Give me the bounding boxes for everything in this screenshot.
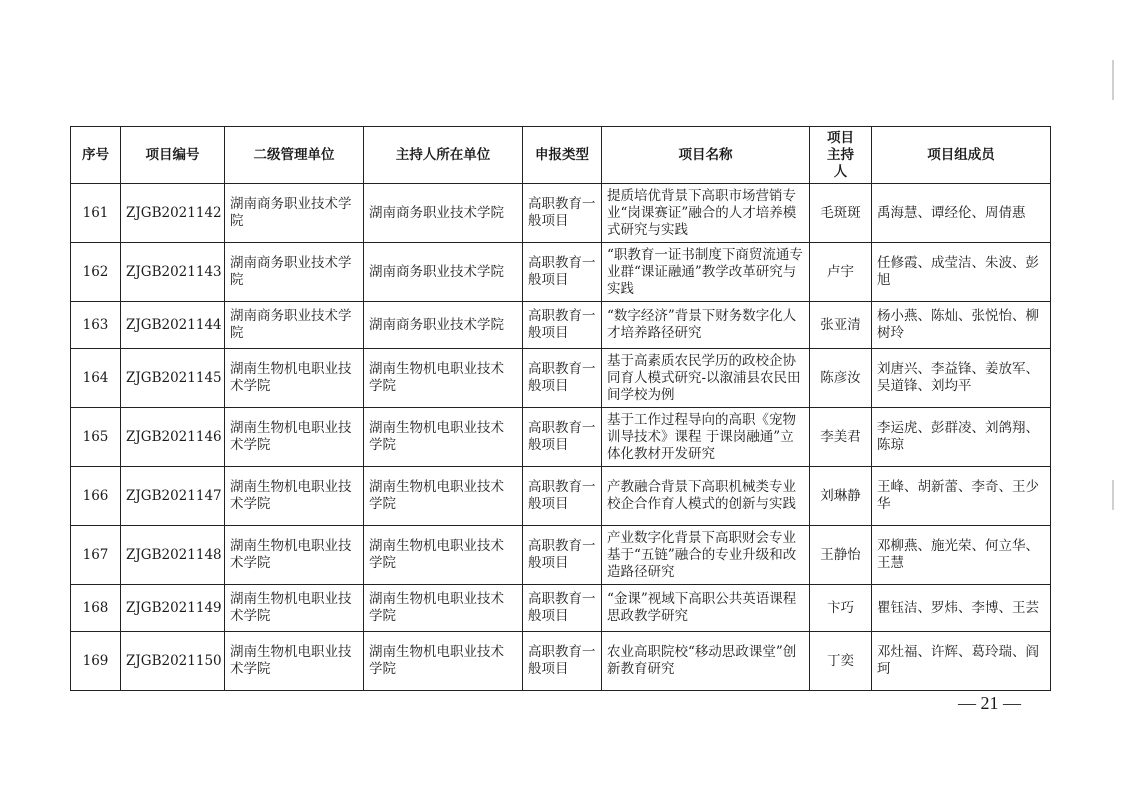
- cell-unit: 湖南生物机电职业技术学院: [225, 585, 364, 632]
- header-host-unit: 主持人所在单位: [364, 127, 523, 184]
- header-members: 项目组成员: [872, 127, 1051, 184]
- cell-code: ZJGB2021147: [121, 467, 225, 526]
- header-leader: 项目主持人: [810, 127, 872, 184]
- cell-type: 高职教育一般项目: [523, 526, 602, 585]
- cell-leader: 卞巧: [810, 585, 872, 632]
- cell-name: 农业高职院校“移动思政课堂”创新教育研究: [602, 632, 810, 691]
- cell-name: “职教育一证书制度下商贸流通专业群“课证融通”教学改革研究与实践: [602, 243, 810, 302]
- table-row: [71, 184, 1051, 243]
- cell-type: 高职教育一般项目: [523, 467, 602, 526]
- cell-host-unit: 湖南商务职业技术学院: [364, 184, 523, 243]
- cell-code: ZJGB2021144: [121, 302, 225, 349]
- cell-host-unit: 湖南商务职业技术学院: [364, 243, 523, 302]
- table-header-row: [71, 127, 1051, 184]
- cell-no: 164: [71, 349, 121, 408]
- cell-host-unit: 湖南生物机电职业技术学院: [364, 408, 523, 467]
- cell-type: 高职教育一般项目: [523, 302, 602, 349]
- cell-name: “金课”视域下高职公共英语课程思政教学研究: [602, 585, 810, 632]
- cell-no: 162: [71, 243, 121, 302]
- cell-unit: 湖南生物机电职业技术学院: [225, 526, 364, 585]
- cell-unit: 湖南商务职业技术学院: [225, 184, 364, 243]
- cell-type: 高职教育一般项目: [523, 184, 602, 243]
- cell-leader: 卢宇: [810, 243, 872, 302]
- cell-members: 邓柳燕、施光荣、何立华、王慧: [872, 526, 1051, 585]
- cell-name: 提质培优背景下高职市场营销专业“岗课赛证”融合的人才培养模式研究与实践: [602, 184, 810, 243]
- cell-members: 杨小燕、陈灿、张悦怡、柳树玲: [872, 302, 1051, 349]
- cell-leader: 刘琳静: [810, 467, 872, 526]
- cell-leader: 陈彦汝: [810, 349, 872, 408]
- cell-host-unit: 湖南生物机电职业技术学院: [364, 349, 523, 408]
- header-unit: 二级管理单位: [225, 127, 364, 184]
- cell-unit: 湖南生物机电职业技术学院: [225, 349, 364, 408]
- cell-code: ZJGB2021146: [121, 408, 225, 467]
- cell-name: 基于工作过程导向的高职《宠物训导技术》课程 于课岗融通”立体化教材开发研究: [602, 408, 810, 467]
- table-row: [71, 243, 1051, 302]
- cell-name: 基于高素质农民学历的政校企协同育人模式研究-以溆浦县农民田间学校为例: [602, 349, 810, 408]
- cell-members: 禹海慧、谭经伦、周倩惠: [872, 184, 1051, 243]
- scan-edge-mark: [1112, 60, 1114, 100]
- cell-type: 高职教育一般项目: [523, 408, 602, 467]
- cell-code: ZJGB2021148: [121, 526, 225, 585]
- cell-unit: 湖南生物机电职业技术学院: [225, 632, 364, 691]
- cell-leader: 王静怡: [810, 526, 872, 585]
- page-number: — 21 —: [958, 693, 1021, 713]
- cell-unit: 湖南生物机电职业技术学院: [225, 408, 364, 467]
- cell-members: 邓灶福、许辉、葛玲瑞、阎珂: [872, 632, 1051, 691]
- cell-host-unit: 湖南生物机电职业技术学院: [364, 467, 523, 526]
- cell-host-unit: 湖南生物机电职业技术学院: [364, 585, 523, 632]
- cell-leader: 丁奕: [810, 632, 872, 691]
- table-row: [71, 585, 1051, 632]
- cell-no: 169: [71, 632, 121, 691]
- header-name: 项目名称: [602, 127, 810, 184]
- cell-members: 任修霞、成莹洁、朱波、彭旭: [872, 243, 1051, 302]
- cell-name: “数字经济”背景下财务数字化人才培养路径研究: [602, 302, 810, 349]
- cell-unit: 湖南商务职业技术学院: [225, 302, 364, 349]
- cell-host-unit: 湖南生物机电职业技术学院: [364, 632, 523, 691]
- cell-no: 165: [71, 408, 121, 467]
- cell-code: ZJGB2021142: [121, 184, 225, 243]
- header-no: 序号: [71, 127, 121, 184]
- cell-members: 王峰、胡新蕾、李奇、王少华: [872, 467, 1051, 526]
- cell-no: 163: [71, 302, 121, 349]
- cell-type: 高职教育一般项目: [523, 349, 602, 408]
- table-row: [71, 349, 1051, 408]
- table-row: [71, 467, 1051, 526]
- table-row: [71, 526, 1051, 585]
- table-row: [71, 632, 1051, 691]
- cell-unit: 湖南生物机电职业技术学院: [225, 467, 364, 526]
- table-row: [71, 408, 1051, 467]
- cell-leader: 毛斑斑: [810, 184, 872, 243]
- cell-type: 高职教育一般项目: [523, 243, 602, 302]
- cell-host-unit: 湖南商务职业技术学院: [364, 302, 523, 349]
- header-code: 项目编号: [121, 127, 225, 184]
- cell-no: 166: [71, 467, 121, 526]
- cell-leader: 李美君: [810, 408, 872, 467]
- cell-no: 161: [71, 184, 121, 243]
- cell-code: ZJGB2021143: [121, 243, 225, 302]
- cell-members: 瞿钰洁、罗炜、李博、王芸: [872, 585, 1051, 632]
- cell-no: 167: [71, 526, 121, 585]
- cell-type: 高职教育一般项目: [523, 632, 602, 691]
- table-row: [71, 302, 1051, 349]
- cell-code: ZJGB2021145: [121, 349, 225, 408]
- cell-name: 产教融合背景下高职机械类专业校企合作育人模式的创新与实践: [602, 467, 810, 526]
- cell-members: 刘唐兴、李益锋、姜放军、吴道锋、刘均平: [872, 349, 1051, 408]
- scan-edge-mark: [1112, 480, 1114, 510]
- cell-leader: 张亚清: [810, 302, 872, 349]
- cell-code: ZJGB2021150: [121, 632, 225, 691]
- cell-name: 产业数字化背景下高职财会专业基于“五链”融合的专业升级和改造路径研究: [602, 526, 810, 585]
- header-type: 申报类型: [523, 127, 602, 184]
- cell-no: 168: [71, 585, 121, 632]
- cell-code: ZJGB2021149: [121, 585, 225, 632]
- cell-members: 李运虎、彭群凌、刘鸽翔、陈琼: [872, 408, 1051, 467]
- cell-host-unit: 湖南生物机电职业技术学院: [364, 526, 523, 585]
- cell-type: 高职教育一般项目: [523, 585, 602, 632]
- project-table-wrapper: [70, 126, 1050, 691]
- cell-unit: 湖南商务职业技术学院: [225, 243, 364, 302]
- project-table: [70, 126, 1051, 691]
